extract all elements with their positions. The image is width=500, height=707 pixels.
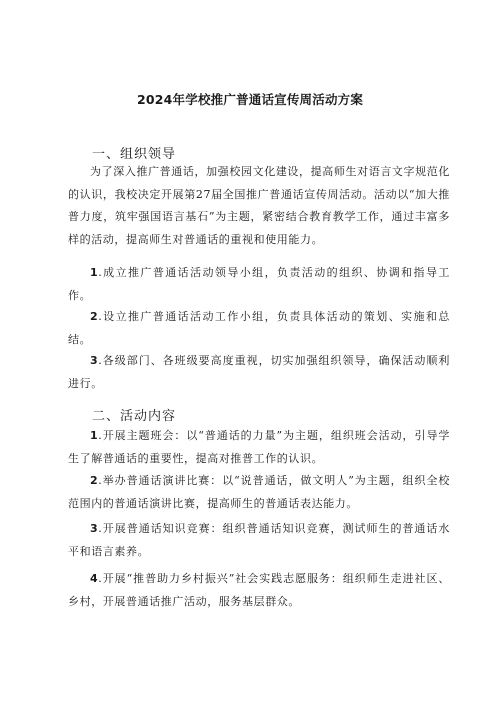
item-number: 3 <box>90 354 99 367</box>
item-text: .设立推广普通话活动工作小组，负责具体活动的策划、实施和总结。 <box>68 310 450 346</box>
item-number: 2 <box>90 474 99 487</box>
item-number: 4 <box>90 572 99 585</box>
section-heading-organization: 一、组织领导 <box>92 147 177 162</box>
item-text: .各级部门、各班级要高度重视，切实加强组织领导，确保活动顺利进行。 <box>68 354 450 390</box>
item-number: 1 <box>90 429 99 442</box>
section2-item-2 <box>68 470 450 515</box>
item-text: .开展主题班会：以“普通话的力量”为主题，组织班会活动，引导学生了解普通话的重要性，提高对推普工作的认识。 <box>68 429 450 465</box>
item-text: .开展普通话知识竞赛：组织普通话知识竞赛，测试师生的普通话水平和语言素养。 <box>68 522 450 558</box>
item-number: 1 <box>90 266 99 279</box>
section1-item-2 <box>68 306 450 351</box>
document-title: 2024年学校推广普通话宣传周活动方案 <box>136 92 364 107</box>
item-number: 2 <box>90 310 99 323</box>
section-heading-activities: 二、活动内容 <box>92 409 177 424</box>
section2-item-4 <box>68 568 450 613</box>
item-text: .举办普通话演讲比赛：以“说普通话，做文明人”为主题，组织全校范围内的普通话演讲比赛，提高师生的普通话表达能力。 <box>68 474 450 510</box>
intro-paragraph: 为了深入推广普通话，加强校园文化建设，提高师生对语言文字规范化的认识，我校决定开展第27届全国推广普通话宣传周活动。活动以“加大推普力度，筑牢强国语言基石”为主题，紧密结合教育教学工作，通过丰富多样的活动，提高师生对普通话的重视和使用能力。 <box>68 165 450 246</box>
section2-item-3 <box>68 518 450 563</box>
item-text: .成立推广普通话活动领导小组，负责活动的组织、协调和指导工作。 <box>68 266 450 302</box>
section1-item-1 <box>68 262 450 307</box>
section1-item-3 <box>68 350 450 395</box>
item-number: 3 <box>90 522 99 535</box>
section2-item-1 <box>68 425 450 470</box>
item-text: .开展“推普助力乡村振兴”社会实践志愿服务：组织师生走进社区、乡村，开展普通话推广活动，服务基层群众。 <box>68 572 450 608</box>
